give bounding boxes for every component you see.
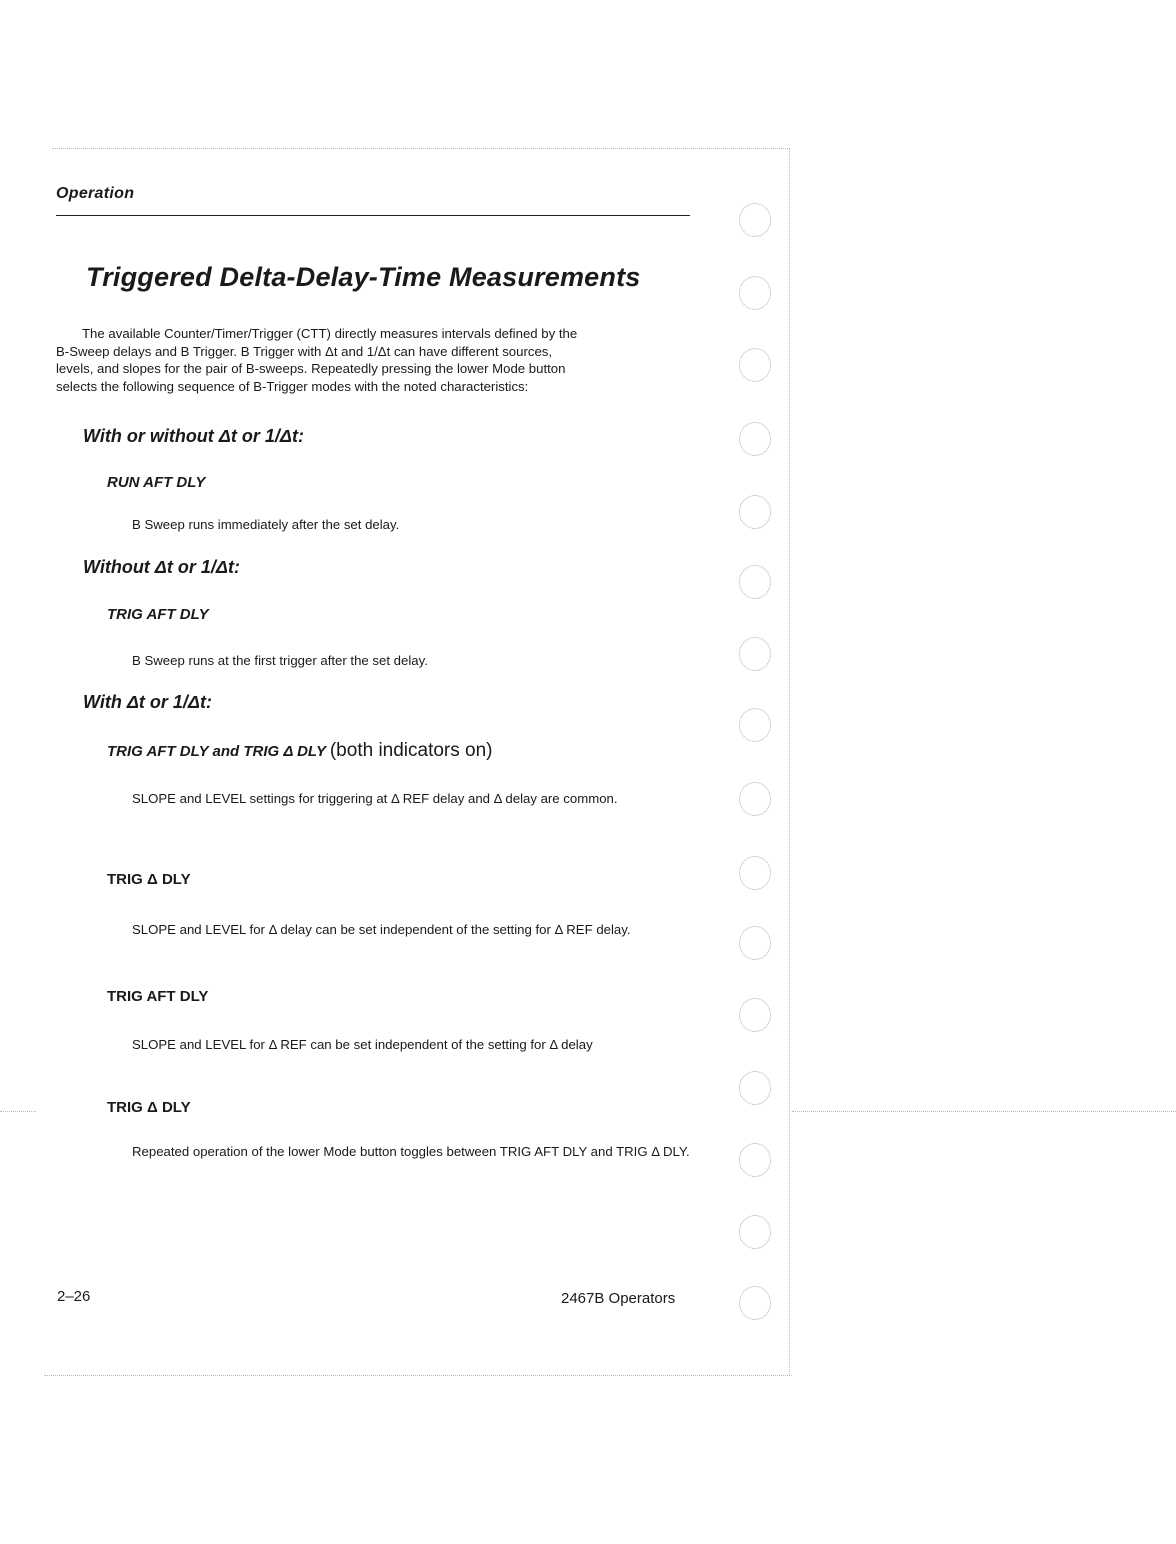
mode-description: Repeated operation of the lower Mode button toggles between TRIG AFT DLY and TRIG Δ DLY. [132,1144,690,1159]
binder-hole [739,708,771,742]
mode-description: SLOPE and LEVEL for Δ delay can be set independent of the setting for Δ REF delay. [132,922,631,937]
binder-hole [739,276,771,310]
crop-mark-right [792,1111,1176,1112]
binder-hole [739,637,771,671]
mode-heading: TRIG AFT DLY [107,606,209,623]
intro-paragraph [56,325,688,395]
binder-hole [739,782,771,816]
intro-line: The available Counter/Timer/Trigger (CTT) directly measures intervals defined by the [82,326,578,341]
intro-line: levels, and slopes for the pair of B-sweeps. Repeatedly pressing the lower Mode button [56,361,566,376]
binder-hole [739,1286,771,1320]
running-header: Operation [56,185,135,202]
section-heading: Without Δt or 1/Δt: [83,557,240,577]
binder-hole [739,856,771,890]
binder-hole [739,998,771,1032]
mode-heading: TRIG Δ DLY [107,871,191,888]
mode-description: B Sweep runs immediately after the set delay. [132,517,400,532]
mode-description: SLOPE and LEVEL for Δ REF can be set independent of the setting for Δ delay [132,1037,593,1052]
binder-hole [739,422,771,456]
mode-heading [107,740,493,762]
mode-heading: TRIG AFT DLY [107,988,209,1005]
mode-heading: TRIG Δ DLY [107,1099,191,1116]
binder-hole [739,565,771,599]
mode-heading: RUN AFT DLY [107,474,206,491]
crop-mark-left [0,1111,36,1112]
binder-hole [739,1215,771,1249]
mode-description: SLOPE and LEVEL settings for triggering at Δ REF delay and Δ delay are common. [132,791,618,806]
binder-hole [739,203,771,237]
manual-name: 2467B Operators [561,1290,676,1307]
mode-heading-bold: TRIG AFT DLY and TRIG Δ DLY [107,743,326,760]
intro-line: selects the following sequence of B-Trigger modes with the noted characteristics: [56,378,529,394]
mode-description: B Sweep runs at the first trigger after the set delay. [132,653,428,668]
page-border-bottom [44,1375,792,1376]
intro-line: B-Sweep delays and B Trigger. B Trigger with Δt and 1/Δt can have different sources, [56,343,553,359]
page-title: Triggered Delta-Delay-Time Measurements [86,262,641,292]
binder-hole [739,495,771,529]
header-rule [56,215,690,216]
section-heading: With Δt or 1/Δt: [83,692,212,712]
binder-hole [739,1071,771,1105]
mode-heading-note: (both indicators on) [329,740,493,761]
section-heading: With or without Δt or 1/Δt: [83,426,304,446]
binder-hole [739,348,771,382]
page-border-right [789,148,790,1376]
page-number: 2–26 [57,1288,91,1305]
binder-hole [739,1143,771,1177]
binder-hole [739,926,771,960]
page-border-top [52,148,788,149]
